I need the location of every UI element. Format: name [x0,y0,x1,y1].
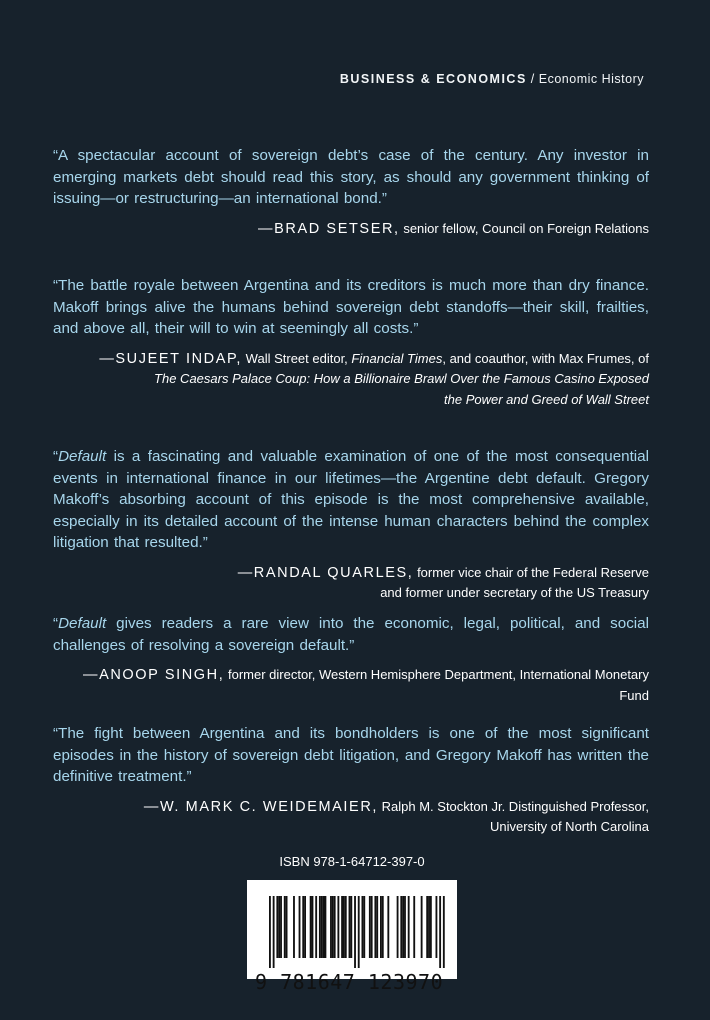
barcode-bar [341,896,343,958]
barcode-bar [343,896,345,958]
category-separator: / [530,72,535,86]
blurb-quarles [53,446,649,604]
barcode-bar [302,896,304,958]
barcode-bar [276,896,278,958]
blurb-quote: “The battle royale between Argentina and its creditors is much more than dry finance. Makoff brings alive the humans behind sovereign debt standoffs—their skill, frailties, and above all, their will to win at seemingly all costs.” [53,277,649,337]
blurb-publication: Financial Times [351,350,443,366]
barcode-bar [363,896,365,958]
barcode-bar [321,896,323,958]
barcode-bar [332,896,334,958]
category-sub: Economic History [538,72,644,86]
barcode-bar [408,896,410,958]
blurb-attribution [53,219,649,240]
blurb-weidemaier [53,723,649,838]
barcode-bar [376,896,378,958]
blurb-indap [53,275,649,410]
barcode-bar [400,896,402,958]
barcode-bar [278,896,280,958]
blurb-author: —ANOOP SINGH, [82,667,225,683]
blurb-book-title: The Caesars Palace Coup: How a Billionaire Brawl Over the Famous Casino Exposed [154,371,649,386]
barcode-bar [362,896,364,958]
barcode-bar [382,896,384,958]
barcode-bar [350,896,352,958]
barcode-bar [312,896,314,958]
barcode-bar [349,896,351,958]
blurb-singh [53,613,649,706]
book-title: Default [58,448,107,465]
barcode-bar [413,896,415,958]
blurb-attribution [53,349,649,411]
barcode-bar [421,896,423,958]
barcode-bar [304,896,306,958]
quote-text: is a fascinating and valuable examination of one of the most consequential events in international finance in our lifetimes—the Argentine debt default. Gregory Makoff’s absorbing account of this episode is the most comprehensive available, especially in its detailed account of the intense human characters behind the complex litigation that resulted.” [53,448,649,551]
barcode-bar [358,896,360,968]
barcode-bar [269,896,271,968]
category-label [340,72,644,86]
barcode-bar [430,896,432,958]
barcode-bar [280,896,282,958]
quote-mark: “ [53,615,59,632]
blurb-role: Ralph M. Stockton Jr. Distinguished Professor, [381,798,649,814]
barcode-bar [439,896,441,968]
blurb-role-cont: , and coauthor, with Max Frumes, of [442,350,649,366]
blurb-role: former vice chair of the Federal Reserve [417,564,649,580]
barcode-bar [387,896,389,958]
barcode-bar [299,896,301,958]
isbn-label: ISBN 978-1-64712-397-0 [279,854,425,869]
barcode-bar [325,896,327,958]
blurb-author: —BRAD SETSER, [258,220,400,237]
barcode-bar [284,896,286,958]
blurb-quote: “The fight between Argentina and its bondholders is one of the most significant episodes in the history of sovereign debt litigation, and Gregory Makoff has written the definitive treatment.” [53,725,649,785]
barcode-bar [397,896,399,958]
blurb-quote [53,613,649,656]
barcode-bar [323,896,325,958]
barcode-bar [436,896,438,958]
quote-mark: “ [53,448,59,465]
blurb-attribution [53,665,649,706]
blurb-attribution [53,797,649,838]
barcode-bar [428,896,430,958]
barcode-bar [310,896,312,958]
blurb-author: —RANDAL QUARLES, [237,564,414,581]
barcode-bar [345,896,347,958]
barcode-bar [380,896,382,958]
barcode-bar [319,896,321,958]
barcode-bar [354,896,356,968]
isbn-barcode [247,880,457,994]
barcode-bar [443,896,445,968]
category-main: BUSINESS & ECONOMICS [339,72,527,86]
blurb-setser [53,145,649,239]
barcode-bar [374,896,376,958]
barcode-bar [286,896,288,958]
blurb-quote: “A spectacular account of sovereign debt’s case of the century. Any investor in emerging markets debt should read this story, as should any government thinking of issuing—or restructuring—an international bond.” [53,147,649,207]
blurb-role-cont: and former under secretary of the US Treasury [380,585,649,600]
barcode-bar [315,896,317,958]
blurb-book-title-cont: the Power and Greed of Wall Street [444,391,649,407]
barcode-bar [334,896,336,958]
quote-text: gives readers a rare view into the economic, legal, political, and social challenges of resolving a sovereign default.” [53,615,649,654]
barcode-bar [402,896,404,958]
blurb-author: —W. MARK C. WEIDEMAIER, [143,798,379,815]
barcode-bar [369,896,371,958]
barcode-bar [273,896,275,968]
blurb-quote [53,446,649,554]
blurb-attribution [53,563,649,604]
barcode-bar [293,896,295,958]
barcode-bar [371,896,373,958]
blurb-author: —SUJEET INDAP, [99,350,243,367]
barcode-bar [404,896,406,958]
blurb-role: former director, Western Hemisphere Department, International Monetary Fund [228,667,649,703]
book-title: Default [58,615,107,632]
barcode-bar [330,896,332,958]
blurb-role-cont: University of North Carolina [490,819,649,834]
blurb-role: Wall Street editor, [245,350,348,366]
barcode-bar [426,896,428,958]
blurb-role: senior fellow, Council on Foreign Relations [403,220,649,236]
barcode-bar [337,896,339,958]
barcode-number: 9 781647 123970 [255,970,444,994]
barcode-bars [247,880,457,979]
